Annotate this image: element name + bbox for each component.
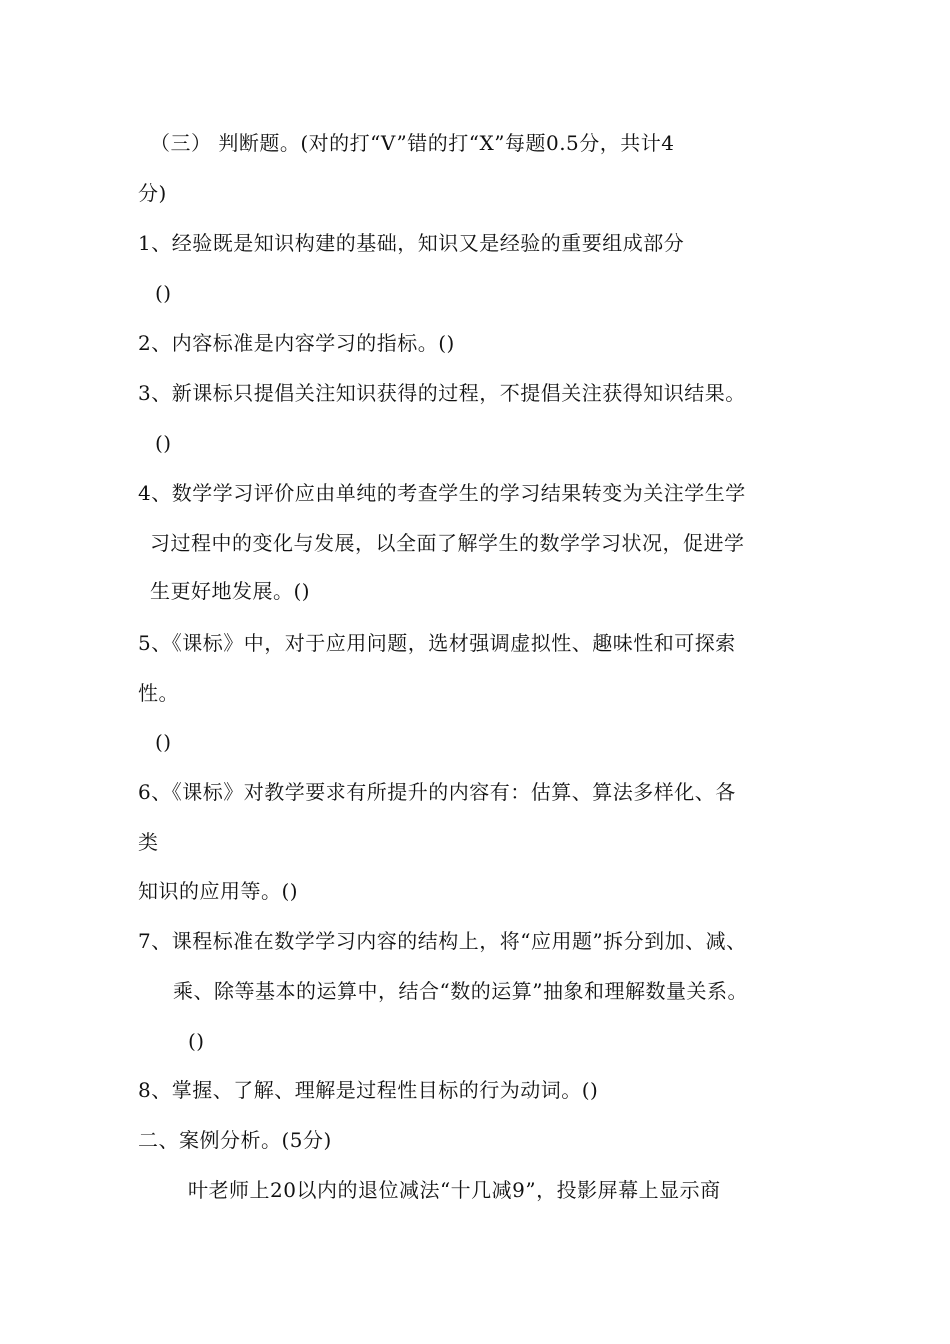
question-1-line-1: 1、经验既是知识构建的基础，知识又是经验的重要组成部分: [138, 231, 685, 255]
question-7-line-1: 7、课程标准在数学学习内容的结构上，将“应用题”拆分到加、减、: [138, 929, 747, 953]
case-analysis-heading: 二、案例分析。(5分): [138, 1128, 332, 1152]
question-5-line-1: 5、《课标》中，对于应用问题，选材强调虚拟性、趣味性和可探索: [138, 631, 736, 655]
question-4-line-1: 4、数学学习评价应由单纯的考查学生的学习结果转变为关注学生学: [138, 481, 746, 505]
question-6-line-1: 6、《课标》对教学要求有所提升的内容有：估算、算法多样化、各: [138, 780, 736, 804]
question-8-line-1: 8、掌握、了解、理解是过程性目标的行为动词。(): [138, 1078, 599, 1102]
question-6-line-3: 知识的应用等。(): [138, 879, 299, 903]
case-analysis-paragraph: 叶老师上20以内的退位减法“十几减9”，投影屏幕上显示商: [188, 1178, 721, 1202]
question-5-line-3: (): [155, 730, 172, 754]
question-7-line-2: 乘、除等基本的运算中，结合“数的运算”抽象和理解数量关系。: [173, 979, 748, 1003]
question-2-line-1: 2、内容标准是内容学习的指标。(): [138, 331, 455, 355]
question-3-line-1: 3、新课标只提倡关注知识获得的过程，不提倡关注获得知识结果。: [138, 381, 746, 405]
question-6-line-2: 类: [138, 830, 159, 854]
question-1-line-2: (): [155, 281, 172, 305]
question-4-line-3: 生更好地发展。(): [150, 579, 311, 603]
section-heading-line-1: （三） 判断题。(对的打“V”错的打“X”每题0.5分，共计4: [150, 131, 675, 155]
question-4-line-2: 习过程中的变化与发展，以全面了解学生的数学学习状况，促进学: [150, 531, 745, 555]
question-3-line-2: (): [155, 431, 172, 455]
question-7-line-3: (): [188, 1029, 205, 1053]
section-heading-line-2: 分): [138, 181, 167, 205]
question-5-line-2: 性。: [138, 681, 179, 705]
